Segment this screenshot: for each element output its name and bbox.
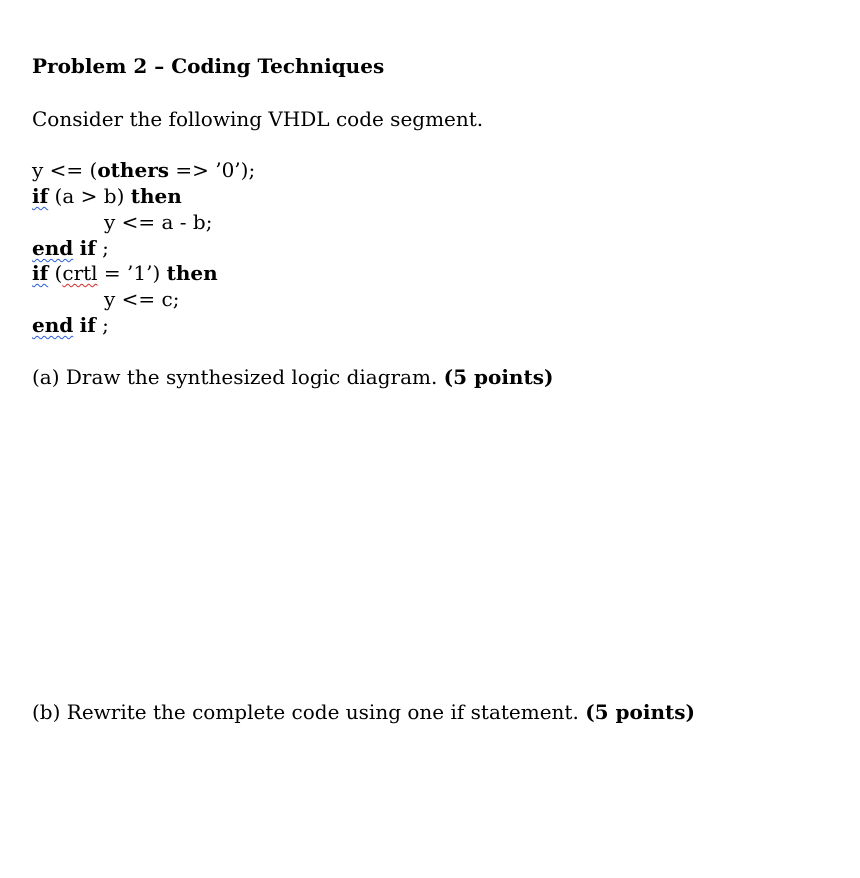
code-text: y <= ( bbox=[32, 158, 98, 182]
question-a-points: (5 points) bbox=[443, 365, 554, 389]
code-text: ; bbox=[95, 313, 109, 337]
code-text: = ’1’) bbox=[97, 261, 167, 285]
problem-intro: Consider the following VHDL code segment. bbox=[32, 107, 484, 131]
code-keyword-if: if bbox=[79, 313, 96, 337]
code-keyword-end: end bbox=[32, 236, 74, 260]
code-text: ; bbox=[95, 236, 109, 260]
question-a bbox=[32, 364, 553, 390]
code-keyword-then: then bbox=[166, 261, 218, 285]
code-line-3: y <= a - b; bbox=[104, 210, 213, 234]
code-keyword-others: others bbox=[97, 158, 169, 182]
code-line-1 bbox=[32, 157, 255, 183]
question-a-text: (a) Draw the synthesized logic diagram. bbox=[32, 365, 444, 389]
question-b-text: (b) Rewrite the complete code using one if statement. bbox=[32, 700, 586, 724]
code-text: => ’0’); bbox=[168, 158, 256, 182]
code-keyword-if: if bbox=[32, 184, 49, 208]
code-line-5 bbox=[32, 260, 218, 286]
code-keyword-if: if bbox=[32, 261, 49, 285]
question-b bbox=[32, 699, 695, 725]
code-keyword-end: end bbox=[32, 313, 74, 337]
code-line-6: y <= c; bbox=[104, 287, 180, 311]
code-keyword-then: then bbox=[130, 184, 182, 208]
code-text: ( bbox=[48, 261, 63, 285]
code-identifier-crtl: crtl bbox=[62, 261, 98, 285]
code-line-7 bbox=[32, 312, 109, 338]
problem-title: Problem 2 – Coding Techniques bbox=[32, 54, 385, 78]
code-line-2 bbox=[32, 183, 182, 209]
code-line-4 bbox=[32, 235, 109, 261]
code-keyword-if: if bbox=[79, 236, 96, 260]
code-text: (a > b) bbox=[48, 184, 131, 208]
question-b-points: (5 points) bbox=[585, 700, 695, 724]
